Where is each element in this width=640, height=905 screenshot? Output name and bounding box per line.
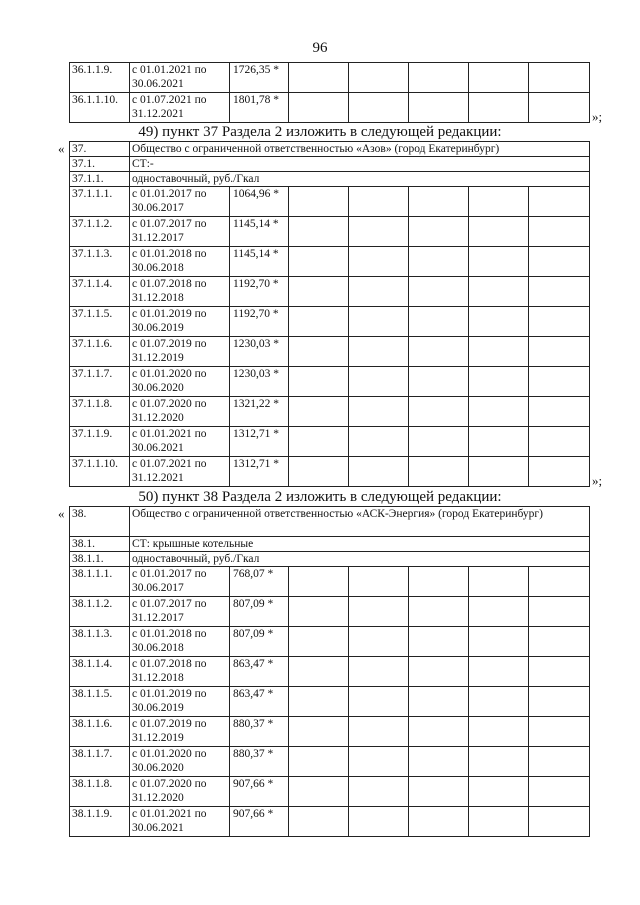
row-value: 1192,70 * xyxy=(230,277,289,307)
tariff-type-row xyxy=(70,552,590,567)
empty-cell xyxy=(409,717,469,747)
row-period xyxy=(130,567,230,597)
empty-cell xyxy=(529,777,590,807)
empty-cell xyxy=(469,627,529,657)
period-start: с 01.01.2018 по xyxy=(132,248,207,260)
period-start: с 01.07.2021 по xyxy=(132,458,207,470)
period-end: 30.06.2017 xyxy=(132,202,184,214)
empty-cell xyxy=(409,687,469,717)
row-value: 1801,78 * xyxy=(230,93,289,123)
period-start: с 01.07.2017 по xyxy=(132,598,207,610)
empty-cell xyxy=(469,657,529,687)
row-value: 1726,35 * xyxy=(230,63,289,93)
empty-cell xyxy=(529,597,590,627)
empty-cell xyxy=(289,657,349,687)
table-row xyxy=(70,687,590,717)
table-row xyxy=(70,627,590,657)
empty-cell xyxy=(349,597,409,627)
empty-cell xyxy=(349,93,409,123)
empty-cell xyxy=(469,717,529,747)
empty-cell xyxy=(289,687,349,717)
org-code: 37. xyxy=(70,142,130,157)
row-code: 38.1.1.9. xyxy=(70,807,130,837)
open-quote: « xyxy=(58,141,65,156)
period-end: 31.12.2018 xyxy=(132,292,184,304)
empty-cell xyxy=(349,777,409,807)
open-quote: « xyxy=(58,506,65,521)
empty-cell xyxy=(409,187,469,217)
period-end: 31.12.2021 xyxy=(132,108,184,120)
st-text: СТ: крышные котельные xyxy=(130,537,590,552)
tariff-code: 38.1.1. xyxy=(70,552,130,567)
row-code: 38.1.1.2. xyxy=(70,597,130,627)
empty-cell xyxy=(289,627,349,657)
tariff-text: одноставочный, руб./Гкал xyxy=(130,552,590,567)
table-row xyxy=(70,63,590,93)
period-end: 31.12.2020 xyxy=(132,412,184,424)
table-row xyxy=(70,397,590,427)
period-end: 31.12.2020 xyxy=(132,792,184,804)
empty-cell xyxy=(529,627,590,657)
row-code: 37.1.1.1. xyxy=(70,187,130,217)
section-49-heading: 49) пункт 37 Раздела 2 изложить в следующей редакции: xyxy=(138,124,502,140)
row-period xyxy=(130,277,230,307)
row-value: 863,47 * xyxy=(230,687,289,717)
st-row xyxy=(70,537,590,552)
row-period xyxy=(130,717,230,747)
empty-cell xyxy=(469,187,529,217)
tariff-table-38 xyxy=(69,506,590,837)
st-row xyxy=(70,157,590,172)
tariff-table-36 xyxy=(69,62,590,123)
empty-cell xyxy=(409,567,469,597)
empty-cell xyxy=(409,397,469,427)
empty-cell xyxy=(529,427,590,457)
empty-cell xyxy=(289,337,349,367)
row-value: 1064,96 * xyxy=(230,187,289,217)
page-number: 96 xyxy=(312,40,328,56)
empty-cell xyxy=(349,567,409,597)
org-name: Общество с ограниченной ответственностью «АСК-Энергия» (город Екатеринбург) xyxy=(130,507,590,537)
empty-cell xyxy=(409,307,469,337)
empty-cell xyxy=(409,807,469,837)
empty-cell xyxy=(289,187,349,217)
period-start: с 01.01.2017 по xyxy=(132,568,207,580)
empty-cell xyxy=(409,277,469,307)
row-code: 37.1.1.8. xyxy=(70,397,130,427)
empty-cell xyxy=(289,63,349,93)
row-value: 1321,22 * xyxy=(230,397,289,427)
empty-cell xyxy=(409,337,469,367)
period-start: с 01.01.2017 по xyxy=(132,188,207,200)
empty-cell xyxy=(469,247,529,277)
row-period xyxy=(130,457,230,487)
row-code: 38.1.1.8. xyxy=(70,777,130,807)
empty-cell xyxy=(349,807,409,837)
tariff-code: 37.1.1. xyxy=(70,172,130,187)
table-row xyxy=(70,747,590,777)
table-row xyxy=(70,807,590,837)
empty-cell xyxy=(529,717,590,747)
row-value: 1192,70 * xyxy=(230,307,289,337)
period-end: 30.06.2020 xyxy=(132,382,184,394)
empty-cell xyxy=(529,307,590,337)
period-start: с 01.07.2018 по xyxy=(132,658,207,670)
row-period xyxy=(130,247,230,277)
empty-cell xyxy=(289,307,349,337)
row-value: 863,47 * xyxy=(230,657,289,687)
period-end: 30.06.2021 xyxy=(132,442,184,454)
empty-cell xyxy=(409,367,469,397)
row-code: 37.1.1.3. xyxy=(70,247,130,277)
empty-cell xyxy=(469,337,529,367)
empty-cell xyxy=(289,93,349,123)
empty-cell xyxy=(529,217,590,247)
empty-cell xyxy=(289,807,349,837)
empty-cell xyxy=(289,247,349,277)
row-period xyxy=(130,187,230,217)
row-code: 36.1.1.9. xyxy=(70,63,130,93)
period-start: с 01.07.2018 по xyxy=(132,278,207,290)
empty-cell xyxy=(289,567,349,597)
empty-cell xyxy=(529,457,590,487)
empty-cell xyxy=(469,307,529,337)
row-period xyxy=(130,747,230,777)
empty-cell xyxy=(289,397,349,427)
table-row xyxy=(70,277,590,307)
empty-cell xyxy=(469,397,529,427)
period-start: с 01.01.2021 по xyxy=(132,428,207,440)
section-50-heading: 50) пункт 38 Раздела 2 изложить в следующей редакции: xyxy=(138,489,502,505)
row-period xyxy=(130,657,230,687)
empty-cell xyxy=(529,807,590,837)
empty-cell xyxy=(349,217,409,247)
period-start: с 01.01.2019 по xyxy=(132,688,207,700)
row-value: 807,09 * xyxy=(230,597,289,627)
row-period xyxy=(130,687,230,717)
row-value: 1230,03 * xyxy=(230,367,289,397)
row-value: 880,37 * xyxy=(230,717,289,747)
empty-cell xyxy=(409,597,469,627)
period-start: с 01.01.2021 по xyxy=(132,808,207,820)
empty-cell xyxy=(289,457,349,487)
period-end: 31.12.2017 xyxy=(132,232,184,244)
table-row xyxy=(70,93,590,123)
org-row xyxy=(70,142,590,157)
table-row xyxy=(70,367,590,397)
empty-cell xyxy=(349,657,409,687)
empty-cell xyxy=(469,457,529,487)
empty-cell xyxy=(409,657,469,687)
period-end: 30.06.2020 xyxy=(132,762,184,774)
table-row xyxy=(70,597,590,627)
period-start: с 01.07.2020 по xyxy=(132,398,207,410)
empty-cell xyxy=(289,367,349,397)
period-start: с 01.07.2019 по xyxy=(132,718,207,730)
empty-cell xyxy=(529,657,590,687)
empty-cell xyxy=(469,427,529,457)
empty-cell xyxy=(349,187,409,217)
empty-cell xyxy=(409,627,469,657)
period-start: с 01.01.2020 по xyxy=(132,748,207,760)
table-row xyxy=(70,337,590,367)
empty-cell xyxy=(529,397,590,427)
empty-cell xyxy=(349,277,409,307)
table-row xyxy=(70,777,590,807)
empty-cell xyxy=(469,597,529,627)
period-start: с 01.07.2019 по xyxy=(132,338,207,350)
empty-cell xyxy=(469,777,529,807)
empty-cell xyxy=(349,747,409,777)
period-end: 30.06.2021 xyxy=(132,78,184,90)
period-start: с 01.07.2020 по xyxy=(132,778,207,790)
row-value: 1145,14 * xyxy=(230,247,289,277)
empty-cell xyxy=(409,247,469,277)
table-row xyxy=(70,187,590,217)
row-code: 37.1.1.10. xyxy=(70,457,130,487)
row-period xyxy=(130,93,230,123)
row-code: 37.1.1.4. xyxy=(70,277,130,307)
empty-cell xyxy=(529,277,590,307)
empty-cell xyxy=(529,567,590,597)
row-period xyxy=(130,337,230,367)
org-code: 38. xyxy=(70,507,130,537)
row-code: 38.1.1.3. xyxy=(70,627,130,657)
empty-cell xyxy=(349,627,409,657)
row-period xyxy=(130,807,230,837)
row-code: 38.1.1.7. xyxy=(70,747,130,777)
row-period xyxy=(130,777,230,807)
table-row xyxy=(70,247,590,277)
empty-cell xyxy=(469,63,529,93)
empty-cell xyxy=(289,777,349,807)
empty-cell xyxy=(409,93,469,123)
row-period xyxy=(130,63,230,93)
table-row xyxy=(70,567,590,597)
empty-cell xyxy=(289,217,349,247)
row-value: 907,66 * xyxy=(230,777,289,807)
row-code: 37.1.1.9. xyxy=(70,427,130,457)
row-code: 37.1.1.6. xyxy=(70,337,130,367)
empty-cell xyxy=(289,597,349,627)
period-start: с 01.01.2019 по xyxy=(132,308,207,320)
empty-cell xyxy=(469,747,529,777)
row-period xyxy=(130,367,230,397)
period-start: с 01.07.2021 по xyxy=(132,94,207,106)
row-period xyxy=(130,217,230,247)
empty-cell xyxy=(349,687,409,717)
empty-cell xyxy=(349,717,409,747)
period-end: 31.12.2021 xyxy=(132,472,184,484)
empty-cell xyxy=(469,567,529,597)
st-text: СТ:- xyxy=(130,157,590,172)
empty-cell xyxy=(409,747,469,777)
row-code: 38.1.1.1. xyxy=(70,567,130,597)
empty-cell xyxy=(409,63,469,93)
empty-cell xyxy=(529,747,590,777)
empty-cell xyxy=(409,217,469,247)
row-value: 807,09 * xyxy=(230,627,289,657)
close-mark: »; xyxy=(592,473,603,488)
row-code: 38.1.1.6. xyxy=(70,717,130,747)
period-end: 31.12.2019 xyxy=(132,732,184,744)
empty-cell xyxy=(409,777,469,807)
period-end: 31.12.2017 xyxy=(132,612,184,624)
table-row xyxy=(70,717,590,747)
table-row xyxy=(70,457,590,487)
empty-cell xyxy=(349,63,409,93)
table-row xyxy=(70,427,590,457)
empty-cell xyxy=(349,397,409,427)
row-period xyxy=(130,307,230,337)
close-mark: »; xyxy=(592,109,603,124)
empty-cell xyxy=(469,277,529,307)
empty-cell xyxy=(409,427,469,457)
period-start: с 01.01.2020 по xyxy=(132,368,207,380)
row-value: 1312,71 * xyxy=(230,427,289,457)
empty-cell xyxy=(529,247,590,277)
row-period xyxy=(130,427,230,457)
empty-cell xyxy=(349,457,409,487)
empty-cell xyxy=(469,367,529,397)
period-end: 30.06.2017 xyxy=(132,582,184,594)
row-period xyxy=(130,597,230,627)
row-period xyxy=(130,627,230,657)
tariff-text: одноставочный, руб./Гкал xyxy=(130,172,590,187)
empty-cell xyxy=(349,367,409,397)
period-end: 30.06.2018 xyxy=(132,642,184,654)
empty-cell xyxy=(469,217,529,247)
period-start: с 01.01.2021 по xyxy=(132,64,207,76)
empty-cell xyxy=(289,427,349,457)
empty-cell xyxy=(349,247,409,277)
empty-cell xyxy=(289,747,349,777)
tariff-table-37 xyxy=(69,141,590,487)
st-code: 37.1. xyxy=(70,157,130,172)
period-end: 31.12.2019 xyxy=(132,352,184,364)
row-value: 1145,14 * xyxy=(230,217,289,247)
empty-cell xyxy=(289,277,349,307)
period-start: с 01.01.2018 по xyxy=(132,628,207,640)
empty-cell xyxy=(289,717,349,747)
row-code: 38.1.1.4. xyxy=(70,657,130,687)
row-code: 37.1.1.2. xyxy=(70,217,130,247)
row-value: 880,37 * xyxy=(230,747,289,777)
empty-cell xyxy=(529,687,590,717)
empty-cell xyxy=(529,63,590,93)
row-code: 37.1.1.7. xyxy=(70,367,130,397)
period-end: 30.06.2018 xyxy=(132,262,184,274)
row-code: 36.1.1.10. xyxy=(70,93,130,123)
st-code: 38.1. xyxy=(70,537,130,552)
empty-cell xyxy=(469,93,529,123)
empty-cell xyxy=(409,457,469,487)
empty-cell xyxy=(529,367,590,397)
row-code: 37.1.1.5. xyxy=(70,307,130,337)
row-code: 38.1.1.5. xyxy=(70,687,130,717)
table-row xyxy=(70,217,590,247)
table-row xyxy=(70,307,590,337)
period-end: 31.12.2018 xyxy=(132,672,184,684)
org-row xyxy=(70,507,590,537)
row-value: 768,07 * xyxy=(230,567,289,597)
period-end: 30.06.2019 xyxy=(132,322,184,334)
empty-cell xyxy=(469,687,529,717)
empty-cell xyxy=(349,337,409,367)
period-start: с 01.07.2017 по xyxy=(132,218,207,230)
table-row xyxy=(70,657,590,687)
empty-cell xyxy=(529,337,590,367)
row-value: 1230,03 * xyxy=(230,337,289,367)
empty-cell xyxy=(469,807,529,837)
tariff-type-row xyxy=(70,172,590,187)
empty-cell xyxy=(349,427,409,457)
org-name: Общество с ограниченной ответственностью «Азов» (город Екатеринбург) xyxy=(130,142,590,157)
period-end: 30.06.2019 xyxy=(132,702,184,714)
period-end: 30.06.2021 xyxy=(132,822,184,834)
row-period xyxy=(130,397,230,427)
row-value: 1312,71 * xyxy=(230,457,289,487)
empty-cell xyxy=(529,93,590,123)
empty-cell xyxy=(529,187,590,217)
row-value: 907,66 * xyxy=(230,807,289,837)
empty-cell xyxy=(349,307,409,337)
